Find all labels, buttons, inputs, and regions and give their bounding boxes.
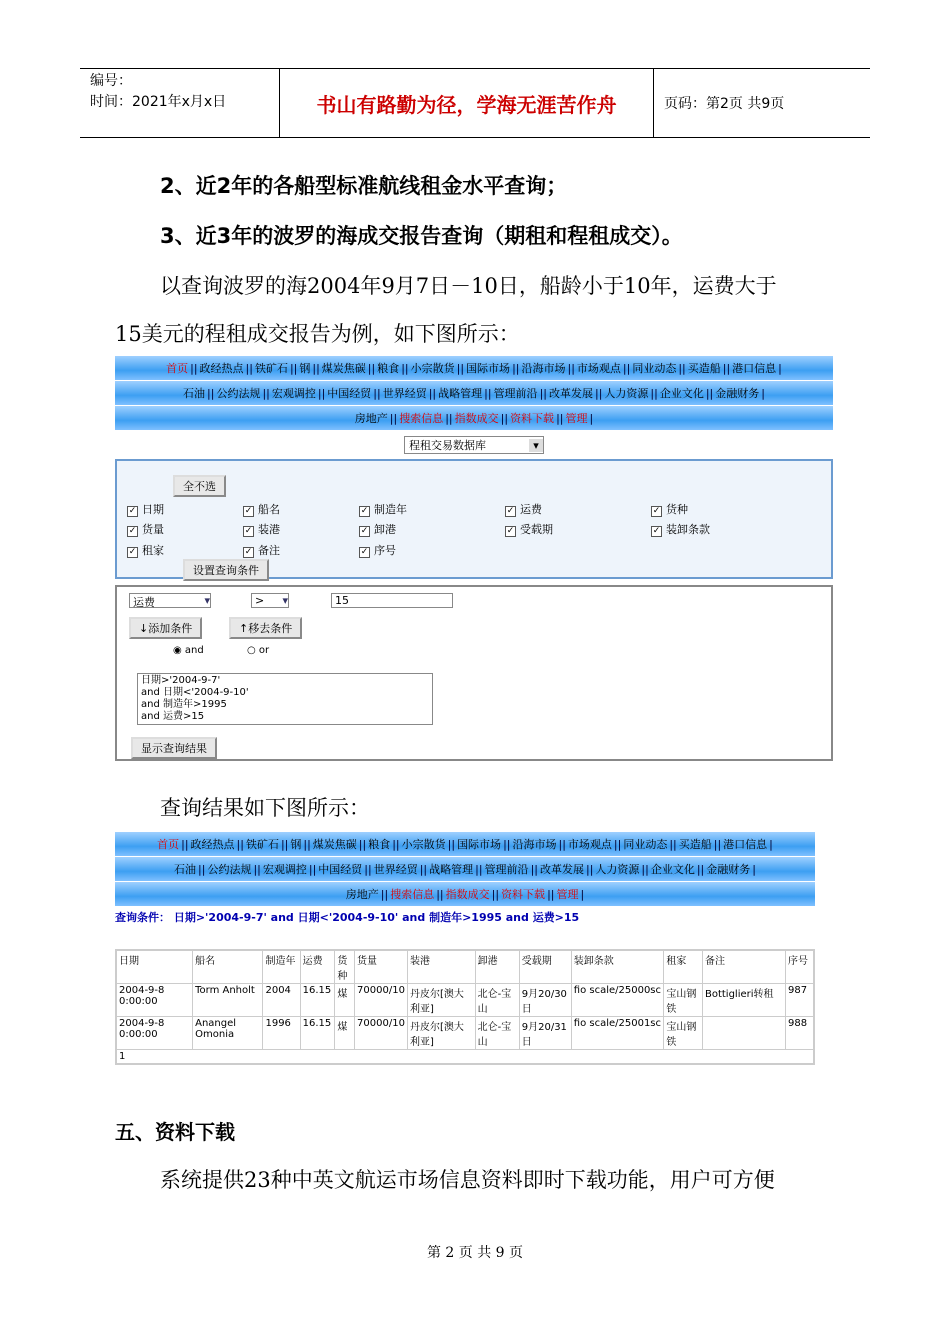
nav-link[interactable]: 改革发展 [548,387,593,400]
nav-link[interactable]: 战略管理 [438,387,483,400]
section-title: 五、资料下载 [115,1120,235,1144]
table-cell: 16.15 [300,1017,335,1050]
paragraph-3a: 以查询波罗的海2004年9月7日－10日，船龄小于10年，运费大于 [160,274,777,298]
nav-separator: || [484,386,492,400]
nav-separator: || [696,862,705,876]
column-header: 货量 [355,951,408,984]
nav-link[interactable]: 宏观调控 [271,387,316,400]
chevron-down-icon: ▾ [204,594,210,607]
nav-separator: || [503,837,511,851]
column-header: 备注 [702,951,785,984]
field-checkbox[interactable] [505,521,553,537]
checkbox-icon: ✓ [244,526,253,536]
nav-link[interactable]: 政经热点 [190,838,235,851]
nav-separator: || [613,837,622,851]
column-header: 制造年 [263,951,300,984]
field-label: 序号 [374,544,396,557]
page-footer: 第 2 页 共 9 页 [426,1245,524,1261]
nav-separator: || [428,386,437,400]
chevron-down-icon: ▾ [529,439,543,452]
nav-separator: || [594,386,603,400]
field-checkbox[interactable] [359,521,396,537]
nav-separator: || [722,361,731,375]
table-cell: 1996 [263,1017,300,1050]
nav-row [115,882,815,907]
nav-separator: || [262,386,270,400]
nav-link[interactable]: 买造船 [678,838,712,851]
and-radio[interactable]: ◉ and [173,645,204,656]
nav-link[interactable]: 钢 [299,362,311,375]
nav-separator: | [752,862,756,876]
nav-link[interactable]: 指数成交 [454,412,499,425]
nav-link[interactable]: 房地产 [354,412,388,425]
nav-link[interactable]: 同业动态 [623,838,668,851]
table-cell: 9月20/31日 [519,1017,571,1050]
table-header-row [117,951,814,984]
nav-separator: || [567,361,575,375]
nav-link[interactable]: 沿海市场 [521,362,566,375]
condition-field-select[interactable] [129,593,211,608]
nav-link[interactable]: 金融财务 [715,387,760,400]
checkbox-icon: ✓ [244,547,253,557]
field-checkbox[interactable] [243,521,280,537]
table-cell: 宝山钢铁 [664,984,703,1017]
nav-separator: || [585,862,594,876]
results-screenshot [115,832,815,1065]
nav-bar [115,832,815,907]
nav-separator: | [778,361,782,375]
nav-link[interactable]: 石油 [174,863,197,876]
paragraph-5: 系统提供23种中英文航运市场信息资料即时下载功能，用户可方便 [160,1168,775,1192]
header-page: 页码：第2页 共9页 [664,96,785,112]
field-checkbox[interactable] [127,542,164,558]
nav-link[interactable]: 金融财务 [706,863,751,876]
nav-separator: || [547,887,555,901]
conditions-list[interactable] [137,673,433,725]
nav-separator: || [389,411,398,425]
nav-separator: || [622,361,631,375]
table-cell: 丹皮尔[澳大利亚] [407,1017,475,1050]
checkbox-icon: ✓ [360,547,369,557]
table-cell: 2004-9-8 0:00:00 [117,1017,193,1050]
checkbox-icon: ✓ [128,526,137,536]
table-cell: 70000/10 [355,1017,408,1050]
column-header: 序号 [785,951,813,984]
condition-line: 日期>'2004-9-7' [141,675,221,686]
database-select[interactable] [404,436,544,454]
nav-separator: || [190,361,198,375]
number-label: 编号： [90,73,132,89]
nav-link[interactable]: 首页 [166,362,189,375]
nav-separator: | [589,411,594,425]
nav-link[interactable]: 人力资源 [604,387,649,400]
nav-link[interactable]: 管理前沿 [484,863,529,876]
table-cell: 煤 [335,1017,355,1050]
nav-bar [115,356,833,431]
nav-link[interactable]: 资料下载 [501,888,546,901]
and-label: and [184,645,204,656]
nav-link[interactable]: 港口信息 [732,362,777,375]
field-checkbox[interactable] [243,501,280,517]
field-label: 受载期 [520,523,553,536]
nav-link[interactable]: 宏观调控 [262,863,307,876]
nav-link[interactable]: 资料下载 [510,412,555,425]
nav-link[interactable]: 管理 [565,412,588,425]
nav-separator: || [447,837,456,851]
nav-separator: || [364,862,372,876]
nav-separator: || [641,862,649,876]
table-cell: 煤 [335,984,355,1017]
nav-link[interactable]: 小宗散货 [401,838,446,851]
column-header: 装卸条款 [571,951,664,984]
field-checkbox[interactable] [127,521,164,537]
nav-separator: || [705,386,714,400]
nav-row [115,381,833,406]
table-cell: 9月20/30日 [519,984,571,1017]
field-label: 卸港 [374,523,396,536]
nav-link[interactable]: 搜索信息 [390,888,435,901]
nav-link[interactable]: 钢 [290,838,302,851]
nav-separator: || [308,862,317,876]
field-label: 运费 [520,503,542,516]
nav-separator: || [312,361,320,375]
nav-separator: || [539,386,547,400]
nav-separator: || [713,837,722,851]
checkbox-icon: ✓ [506,506,515,516]
nav-link[interactable]: 世界经贸 [373,863,418,876]
nav-link[interactable]: 市场观点 [567,838,612,851]
nav-separator: || [419,862,428,876]
nav-link[interactable]: 煤炭焦碳 [312,838,357,851]
nav-link[interactable]: 人力资源 [595,863,640,876]
table-cell: 70000/10 [355,984,408,1017]
nav-separator: || [245,361,253,375]
nav-separator: || [650,386,658,400]
field-checkbox[interactable] [359,542,396,558]
show-results-button[interactable]: 显示查询结果 [131,737,217,759]
or-radio[interactable]: ○ or [247,645,270,656]
column-header: 货种 [335,951,355,984]
table-cell: 北仑-宝山 [475,1017,519,1050]
nav-link[interactable]: 世界经贸 [382,387,427,400]
nav-row [115,406,833,431]
header-motto: 书山有路勤为径，学海无涯苦作舟 [280,69,654,137]
table-cell: Bottiglieri转租 [702,984,785,1017]
nav-link[interactable]: 国际市场 [457,838,502,851]
table-row [117,1017,814,1050]
table-cell: fio scale/25001sc [571,1017,664,1050]
nav-separator: || [491,887,500,901]
database-select-value: 程租交易数据库 [409,439,486,452]
nav-link[interactable]: 企业文化 [650,863,695,876]
field-checkbox[interactable] [127,501,164,517]
nav-separator: || [556,411,564,425]
nav-separator: || [669,837,677,851]
nav-separator: || [358,837,367,851]
nav-separator: || [456,361,465,375]
nav-link[interactable]: 港口信息 [723,838,768,851]
nav-link[interactable]: 管理 [556,888,579,901]
nav-link[interactable]: 中国经贸 [318,863,363,876]
deselect-all-button[interactable]: 全不选 [173,475,226,497]
nav-row [115,356,833,381]
nav-separator: || [198,862,206,876]
query-screenshot [115,356,833,761]
query-summary: 查询条件： 日期>'2004-9-7' and 日期<'2004-9-10' and 制造年>1995 and 运费>15 [115,911,580,924]
nav-separator: || [181,837,189,851]
checkbox-icon: ✓ [128,506,137,516]
page-number[interactable]: 1 [117,1050,814,1064]
nav-row [115,832,815,857]
field-panel [115,459,833,579]
table-row [117,984,814,1017]
condition-value-input[interactable]: 15 [331,593,453,608]
nav-separator: || [678,361,686,375]
column-header: 受载期 [519,951,571,984]
paragraph-4: 查询结果如下图所示： [160,796,370,820]
column-header: 卸港 [475,951,519,984]
paragraph-3b: 15美元的程租成交报告为例，如下图所示： [115,322,520,346]
nav-separator: || [253,862,261,876]
field-label: 货量 [142,523,164,536]
nav-link[interactable]: 搜索信息 [399,412,444,425]
nav-separator: || [373,386,381,400]
time-label: 时间：2021年x月x日 [90,94,227,110]
nav-link[interactable]: 企业文化 [659,387,704,400]
nav-link[interactable]: 改革发展 [539,863,584,876]
checkbox-icon: ✓ [128,547,137,557]
nav-link[interactable]: 公约法规 [216,387,261,400]
column-header: 日期 [117,951,193,984]
nav-separator: | [769,837,773,851]
nav-separator: || [289,361,298,375]
header-meta [80,69,280,137]
nav-separator: || [380,887,389,901]
field-label: 租家 [142,544,164,557]
field-label: 制造年 [374,503,407,516]
field-label: 装卸条款 [666,523,710,536]
table-cell: fio scale/25000sc [571,984,664,1017]
field-label: 货种 [666,503,688,516]
nav-row [115,857,815,882]
table-cell [702,1017,785,1050]
nav-separator: || [280,837,289,851]
table-cell: 988 [785,1017,813,1050]
checkbox-icon: ✓ [652,526,661,536]
nav-link[interactable]: 买造船 [687,362,721,375]
or-label: or [258,645,270,656]
nav-separator: || [512,361,520,375]
nav-link[interactable]: 同业动态 [632,362,677,375]
nav-link[interactable]: 中国经贸 [327,387,372,400]
field-checkbox[interactable] [505,501,542,517]
nav-link[interactable]: 小宗散货 [410,362,455,375]
field-checkbox[interactable] [651,521,710,537]
condition-line: and 日期<'2004-9-10' [141,687,249,698]
nav-separator: || [500,411,509,425]
paragraph-1: 2、近2年的各船型标准航线租金水平查询； [160,174,568,198]
nav-link[interactable]: 指数成交 [445,888,490,901]
nav-link[interactable]: 公约法规 [207,863,252,876]
nav-link[interactable]: 首页 [157,838,180,851]
field-label: 备注 [258,544,280,557]
condition-panel [115,585,833,761]
condition-line: and 制造年>1995 [141,699,227,710]
page-header [80,68,870,138]
results-table [116,950,814,1064]
field-label: 船名 [258,503,280,516]
nav-link[interactable]: 粮食 [368,838,391,851]
field-label: 日期 [142,503,164,516]
checkbox-icon: ✓ [360,526,369,536]
checkbox-icon: ✓ [360,506,369,516]
nav-link[interactable]: 战略管理 [429,863,474,876]
nav-link[interactable]: 铁矿石 [254,362,288,375]
checkbox-icon: ✓ [244,506,253,516]
nav-link[interactable]: 沿海市场 [512,838,557,851]
table-cell: Anangel Omonia [193,1017,263,1050]
nav-separator: || [367,361,376,375]
set-conditions-button[interactable]: 设置查询条件 [183,559,269,581]
field-label: 装港 [258,523,280,536]
paragraph-2: 3、近3年的波罗的海成交报告查询（期租和程租成交）。 [160,224,683,248]
field-checkbox[interactable] [243,542,280,558]
nav-separator: || [392,837,400,851]
column-header: 装港 [407,951,475,984]
nav-link[interactable]: 政经热点 [199,362,244,375]
nav-separator: | [580,887,585,901]
add-condition-button[interactable]: ↓添加条件 [129,617,202,639]
pager-row [117,1050,814,1064]
nav-link[interactable]: 管理前沿 [493,387,538,400]
table-cell: Torm Anholt [193,984,263,1017]
nav-link[interactable]: 房地产 [345,888,379,901]
column-header: 运费 [300,951,335,984]
table-cell: 2004-9-8 0:00:00 [117,984,193,1017]
nav-separator: || [558,837,566,851]
nav-separator: || [303,837,311,851]
column-header: 租家 [664,951,703,984]
condition-field-value: 运费 [133,596,155,609]
nav-link[interactable]: 石油 [183,387,206,400]
checkbox-icon: ✓ [506,526,515,536]
nav-link[interactable]: 煤炭焦碳 [321,362,366,375]
condition-operator-value: > [255,594,265,607]
nav-separator: || [236,837,244,851]
table-cell: 宝山钢铁 [664,1017,703,1050]
table-cell: 987 [785,984,813,1017]
table-cell: 2004 [263,984,300,1017]
nav-link[interactable]: 市场观点 [576,362,621,375]
condition-operator-select[interactable] [251,593,289,608]
remove-condition-button[interactable]: ↑移去条件 [229,617,302,639]
nav-separator: || [401,361,409,375]
nav-link[interactable]: 粮食 [377,362,400,375]
table-cell: 16.15 [300,984,335,1017]
condition-line: and 运费>15 [141,711,205,722]
table-cell: 丹皮尔[澳大利亚] [407,984,475,1017]
results-table-wrap [115,949,815,1065]
field-checkbox[interactable] [359,501,407,517]
field-checkbox[interactable] [651,501,688,517]
column-header: 船名 [193,951,263,984]
checkbox-icon: ✓ [652,506,661,516]
nav-separator: || [445,411,453,425]
table-cell: 北仑-宝山 [475,984,519,1017]
nav-separator: || [436,887,444,901]
nav-separator: || [530,862,538,876]
nav-link[interactable]: 铁矿石 [245,838,279,851]
chevron-down-icon: ▾ [282,594,288,607]
nav-separator: || [207,386,215,400]
nav-separator: || [317,386,326,400]
nav-separator: || [475,862,483,876]
nav-separator: | [761,386,765,400]
nav-link[interactable]: 国际市场 [466,362,511,375]
